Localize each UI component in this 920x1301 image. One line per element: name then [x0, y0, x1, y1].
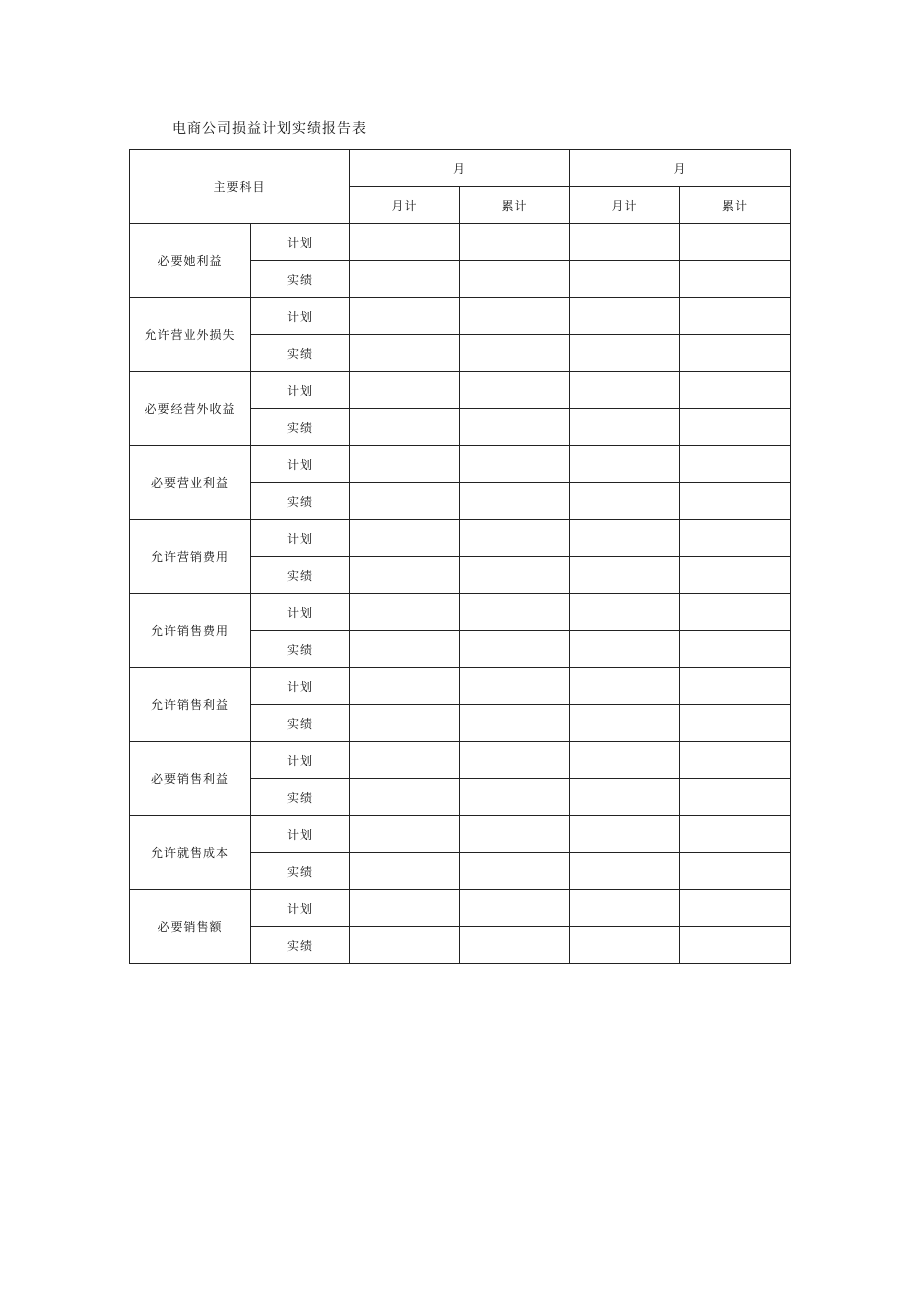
- table-row: [130, 298, 791, 335]
- value-cell[interactable]: [570, 224, 680, 261]
- value-cell[interactable]: [350, 335, 460, 372]
- value-cell[interactable]: [350, 261, 460, 298]
- actual-label: 实绩: [251, 261, 350, 298]
- actual-label: 实绩: [251, 853, 350, 890]
- subject-label: 允许营业外损失: [130, 298, 251, 372]
- value-cell[interactable]: [460, 594, 570, 631]
- value-cell[interactable]: [570, 520, 680, 557]
- value-cell[interactable]: [680, 742, 791, 779]
- table-row: [130, 890, 791, 927]
- value-cell[interactable]: [460, 742, 570, 779]
- plan-label: 计划: [251, 372, 350, 409]
- actual-label: 实绩: [251, 483, 350, 520]
- plan-label: 计划: [251, 890, 350, 927]
- value-cell[interactable]: [350, 927, 460, 964]
- value-cell[interactable]: [460, 261, 570, 298]
- value-cell[interactable]: [460, 298, 570, 335]
- value-cell[interactable]: [680, 446, 791, 483]
- actual-label: 实绩: [251, 335, 350, 372]
- value-cell[interactable]: [680, 816, 791, 853]
- value-cell[interactable]: [570, 409, 680, 446]
- value-cell[interactable]: [570, 483, 680, 520]
- plan-label: 计划: [251, 298, 350, 335]
- value-cell[interactable]: [680, 853, 791, 890]
- plan-label: 计划: [251, 668, 350, 705]
- value-cell[interactable]: [460, 335, 570, 372]
- value-cell[interactable]: [570, 631, 680, 668]
- value-cell[interactable]: [570, 298, 680, 335]
- value-cell[interactable]: [460, 705, 570, 742]
- value-cell[interactable]: [460, 446, 570, 483]
- value-cell[interactable]: [680, 557, 791, 594]
- value-cell[interactable]: [680, 927, 791, 964]
- value-cell[interactable]: [350, 520, 460, 557]
- value-cell[interactable]: [350, 705, 460, 742]
- document-title: 电商公司损益计划实绩报告表: [172, 121, 367, 137]
- subject-label: 允许营销费用: [130, 520, 251, 594]
- plan-label: 计划: [251, 816, 350, 853]
- subject-label: 允许就售成本: [130, 816, 251, 890]
- value-cell[interactable]: [570, 446, 680, 483]
- value-cell[interactable]: [350, 409, 460, 446]
- subject-label: 必要销售额: [130, 890, 251, 964]
- actual-label: 实绩: [251, 631, 350, 668]
- value-cell[interactable]: [680, 335, 791, 372]
- value-cell[interactable]: [680, 668, 791, 705]
- value-cell[interactable]: [350, 594, 460, 631]
- table-row: [130, 224, 791, 261]
- cumulative-header: 累计: [680, 187, 791, 224]
- value-cell[interactable]: [570, 705, 680, 742]
- value-cell[interactable]: [460, 372, 570, 409]
- value-cell[interactable]: [350, 298, 460, 335]
- table-row: [130, 520, 791, 557]
- value-cell[interactable]: [680, 631, 791, 668]
- table-row: [130, 816, 791, 853]
- value-cell[interactable]: [460, 224, 570, 261]
- monthly-total-header: 月计: [570, 187, 680, 224]
- value-cell[interactable]: [680, 520, 791, 557]
- value-cell[interactable]: [350, 631, 460, 668]
- value-cell[interactable]: [350, 890, 460, 927]
- value-cell[interactable]: [680, 705, 791, 742]
- table-row: [130, 372, 791, 409]
- subject-label: 必要她利益: [130, 224, 251, 298]
- subject-label: 必要经营外收益: [130, 372, 251, 446]
- value-cell[interactable]: [350, 557, 460, 594]
- value-cell[interactable]: [460, 927, 570, 964]
- value-cell[interactable]: [460, 890, 570, 927]
- subject-label: 必要销售利益: [130, 742, 251, 816]
- value-cell[interactable]: [680, 594, 791, 631]
- plan-label: 计划: [251, 742, 350, 779]
- actual-label: 实绩: [251, 557, 350, 594]
- value-cell[interactable]: [350, 483, 460, 520]
- value-cell[interactable]: [460, 779, 570, 816]
- subject-label: 必要营业利益: [130, 446, 251, 520]
- subject-label: 允许销售费用: [130, 594, 251, 668]
- value-cell[interactable]: [570, 335, 680, 372]
- table-row: [130, 742, 791, 779]
- plan-label: 计划: [251, 520, 350, 557]
- plan-label: 计划: [251, 224, 350, 261]
- actual-label: 实绩: [251, 705, 350, 742]
- month-header-2: 月: [570, 150, 791, 187]
- value-cell[interactable]: [460, 816, 570, 853]
- monthly-total-header: 月计: [350, 187, 460, 224]
- value-cell[interactable]: [350, 779, 460, 816]
- table-row: [130, 668, 791, 705]
- value-cell[interactable]: [570, 742, 680, 779]
- cumulative-header: 累计: [460, 187, 570, 224]
- value-cell[interactable]: [570, 557, 680, 594]
- plan-label: 计划: [251, 446, 350, 483]
- report-body: [130, 224, 791, 964]
- table-row: [130, 446, 791, 483]
- value-cell[interactable]: [350, 224, 460, 261]
- actual-label: 实绩: [251, 927, 350, 964]
- profit-loss-report-table: [129, 149, 791, 964]
- value-cell[interactable]: [680, 261, 791, 298]
- value-cell[interactable]: [570, 816, 680, 853]
- actual-label: 实绩: [251, 409, 350, 446]
- value-cell[interactable]: [460, 668, 570, 705]
- value-cell[interactable]: [680, 890, 791, 927]
- plan-label: 计划: [251, 594, 350, 631]
- value-cell[interactable]: [680, 483, 791, 520]
- month-header-1: 月: [350, 150, 570, 187]
- value-cell[interactable]: [460, 409, 570, 446]
- value-cell[interactable]: [570, 261, 680, 298]
- value-cell[interactable]: [570, 668, 680, 705]
- value-cell[interactable]: [570, 779, 680, 816]
- actual-label: 实绩: [251, 779, 350, 816]
- value-cell[interactable]: [460, 483, 570, 520]
- value-cell[interactable]: [350, 446, 460, 483]
- value-cell[interactable]: [350, 853, 460, 890]
- header-row-months: [130, 150, 791, 187]
- value-cell[interactable]: [570, 927, 680, 964]
- value-cell[interactable]: [460, 557, 570, 594]
- value-cell[interactable]: [570, 890, 680, 927]
- value-cell[interactable]: [350, 742, 460, 779]
- value-cell[interactable]: [460, 853, 570, 890]
- value-cell[interactable]: [350, 668, 460, 705]
- value-cell[interactable]: [680, 224, 791, 261]
- subject-header: 主要科目: [130, 150, 350, 224]
- value-cell[interactable]: [680, 409, 791, 446]
- value-cell[interactable]: [460, 520, 570, 557]
- subject-label: 允许销售利益: [130, 668, 251, 742]
- value-cell[interactable]: [680, 298, 791, 335]
- value-cell[interactable]: [570, 372, 680, 409]
- value-cell[interactable]: [680, 372, 791, 409]
- value-cell[interactable]: [570, 594, 680, 631]
- value-cell[interactable]: [350, 816, 460, 853]
- value-cell[interactable]: [460, 631, 570, 668]
- value-cell[interactable]: [570, 853, 680, 890]
- value-cell[interactable]: [680, 779, 791, 816]
- value-cell[interactable]: [350, 372, 460, 409]
- table-row: [130, 594, 791, 631]
